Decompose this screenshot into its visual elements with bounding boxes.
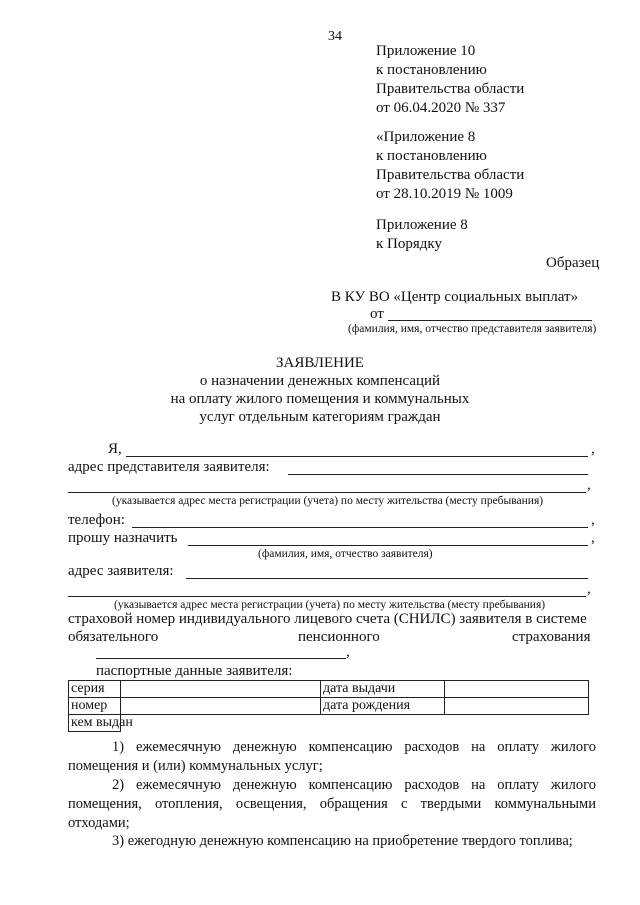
passport-label: паспортные данные заявителя: bbox=[96, 663, 293, 679]
document-subtitle-line: услуг отдельным категориям граждан bbox=[199, 409, 441, 425]
appendix-line: к постановлению bbox=[376, 62, 487, 78]
issue-date-label: дата выдачи bbox=[321, 681, 445, 698]
representative-name-field[interactable] bbox=[126, 456, 588, 457]
snils-field[interactable] bbox=[96, 658, 346, 659]
document-title: ЗАЯВЛЕНИЕ bbox=[276, 355, 364, 371]
rep-address-label: адрес представителя заявителя: bbox=[68, 459, 270, 475]
issued-by-field[interactable] bbox=[121, 715, 589, 732]
comma: , bbox=[591, 512, 595, 528]
appendix-line: от 06.04.2020 № 337 bbox=[376, 100, 506, 116]
series-label: серия bbox=[69, 681, 121, 698]
item-text: 3) ежегодную денежную компенсацию на приобретение твердого топлива; bbox=[112, 833, 573, 849]
series-field[interactable] bbox=[121, 681, 321, 698]
number-label: номер bbox=[69, 698, 121, 715]
page-number: 34 bbox=[328, 29, 342, 44]
document-subtitle-line: о назначении денежных компенсаций bbox=[199, 373, 441, 389]
i-label: Я, bbox=[108, 441, 122, 457]
comma: , bbox=[587, 477, 591, 493]
item-text: 1) ежемесячную денежную компенсацию расходов на оплату жилого помещения и (или) коммунальных услуг; bbox=[68, 739, 596, 774]
addressee-from-field[interactable] bbox=[388, 320, 592, 321]
applicant-name-field[interactable] bbox=[188, 545, 588, 546]
sample-label: Образец bbox=[546, 255, 600, 271]
applicant-address-hint: (указывается адрес места регистрации (учета) по месту жительства (месту пребывания) bbox=[114, 599, 546, 611]
passport-table bbox=[68, 680, 589, 732]
appendix-block-3 bbox=[376, 216, 468, 254]
phone-field[interactable] bbox=[132, 527, 588, 528]
number-field[interactable] bbox=[121, 698, 321, 715]
applicant-name-hint: (фамилия, имя, отчество заявителя) bbox=[258, 548, 433, 560]
table-row bbox=[69, 681, 589, 698]
comma: , bbox=[587, 581, 591, 597]
birth-date-field[interactable] bbox=[445, 698, 589, 715]
applicant-address-field[interactable] bbox=[186, 578, 588, 579]
item-1 bbox=[68, 738, 596, 776]
rep-address-field[interactable] bbox=[288, 474, 588, 475]
appendix-line: к постановлению bbox=[376, 148, 487, 164]
birth-date-label: дата рождения bbox=[321, 698, 445, 715]
table-row bbox=[69, 715, 589, 732]
comma: , bbox=[591, 530, 595, 546]
appendix-line: «Приложение 8 bbox=[376, 129, 476, 145]
issued-by-label: кем выдан bbox=[69, 715, 121, 732]
appendix-line: от 28.10.2019 № 1009 bbox=[376, 186, 513, 202]
snils-line-1: страховой номер индивидуального лицевого счета (СНИЛС) заявителя в системе bbox=[68, 611, 587, 627]
applicant-address-field-2[interactable] bbox=[68, 596, 586, 597]
snils-word: пенсионного bbox=[298, 629, 380, 645]
rep-address-field-2[interactable] bbox=[68, 492, 586, 493]
item-2 bbox=[68, 776, 596, 833]
comma: , bbox=[346, 644, 350, 660]
request-label: прошу назначить bbox=[68, 530, 178, 546]
addressee-to: В КУ ВО «Центр социальных выплат» bbox=[331, 289, 579, 305]
appendix-line: Приложение 8 bbox=[376, 217, 468, 233]
appendix-line: Правительства области bbox=[376, 167, 525, 183]
document-subtitle-line: на оплату жилого помещения и коммунальных bbox=[170, 391, 470, 407]
item-3 bbox=[68, 832, 596, 851]
comma: , bbox=[591, 441, 595, 457]
appendix-line: к Порядку bbox=[376, 236, 442, 252]
appendix-line: Правительства области bbox=[376, 81, 525, 97]
phone-label: телефон: bbox=[68, 512, 125, 528]
appendix-line: Приложение 10 bbox=[376, 43, 476, 59]
addressee-from-hint: (фамилия, имя, отчество представителя заявителя) bbox=[348, 323, 597, 335]
table-row bbox=[69, 698, 589, 715]
appendix-block-1 bbox=[376, 42, 524, 118]
applicant-address-label: адрес заявителя: bbox=[68, 563, 174, 579]
item-text: 2) ежемесячную денежную компенсацию расходов на оплату жилого помещения, отопления, освещения, обращения с твердыми коммунальными отходами; bbox=[68, 777, 596, 831]
addressee-from-label: от bbox=[370, 306, 384, 322]
rep-address-hint: (указывается адрес места регистрации (учета) по месту жительства (месту пребывания) bbox=[112, 495, 544, 507]
snils-word: обязательного bbox=[68, 629, 159, 645]
snils-word: страхования bbox=[512, 629, 591, 645]
issue-date-field[interactable] bbox=[445, 681, 589, 698]
appendix-block-2 bbox=[376, 128, 524, 204]
